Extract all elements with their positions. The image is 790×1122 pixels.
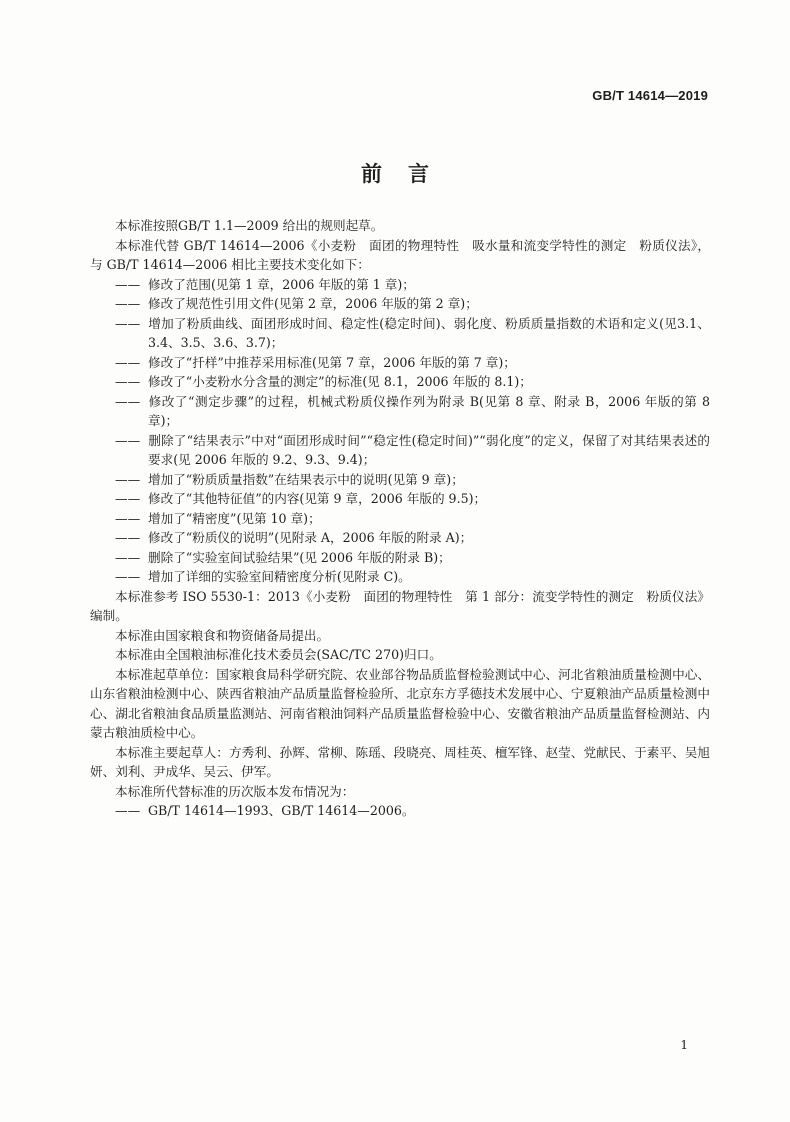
page-title: 前言 [361,161,455,186]
paragraph-drafters: 本标准主要起草人：方秀利、孙辉、常柳、陈瑶、段晓亮、周桂英、檀军锋、赵莹、党献民、于素平、吴旭妍、刘利、尹成华、吴云、伊军。 [90,744,710,779]
change-item [90,392,710,431]
change-text: 修改了范围(见第 1 章，2006 年版的第 1 章)； [148,276,415,292]
change-text: 修改了“小麦粉水分含量的测定”的标准(见 8.1，2006 年版的 8.1)； [148,374,532,389]
change-text: 修改了“其他特征值”的内容(见第 9 章，2006 年版的 9.5)； [148,491,487,506]
dash-marker: —— [115,803,141,818]
change-item [90,548,710,568]
dash-marker: —— [115,491,141,506]
change-text: 修改了“粉质仪的说明”(见附录 A，2006 年版的附录 A)； [148,530,473,545]
history-text: GB/T 14614—1993、GB/T 14614—2006。 [148,803,415,818]
change-item [90,431,710,470]
dash-marker: —— [115,276,141,292]
paragraph-drafting-units: 本标准起草单位：国家粮食局科学研究院、农业部谷物品质监督检验测试中心、河北省粮油质量检测中心、山东省粮油检测中心、陕西省粮油产品质量监督检验所、北京东方孚德技术发展中心、宁夏粮油产品质量检测中心、湖北省粮油食品质量监测站、河南省粮油饲料产品质量监督检验中心、安徽省粮油产品质量监督检测站、内蒙古粮油质检中心。 [90,666,710,740]
dash-marker: —— [115,549,141,565]
dash-marker: —— [115,315,141,331]
dash-marker: —— [115,530,141,545]
change-item [90,353,710,373]
change-item [90,275,710,295]
history-item [90,801,710,821]
dash-marker: —— [115,432,141,448]
change-item [90,372,710,392]
change-text: 删除了“实验室间试验结果”(见 2006 年版的附录 B)； [148,549,451,565]
change-item [90,509,710,529]
change-text: 增加了“粉质质量指数”在结果表示中的说明(见第 9 章)； [148,471,464,487]
standard-number: GB/T 14614—2019 [592,88,708,103]
paragraph-centralized-by: 本标准由全国粮油标准化技术委员会(SAC/TC 270)归口。 [115,647,442,662]
paragraph-proposed-by: 本标准由国家粮食和物资储备局提出。 [115,627,330,643]
dash-marker: —— [115,569,141,584]
dash-marker: —— [115,393,141,409]
change-item [90,314,710,353]
paragraph-reference-iso: 本标准参考 ISO 5530-1：2013《小麦粉 面团的物理特性 第 1 部分：流变学特性的测定 粉质仪法》编制。 [90,588,710,623]
change-text: 删除了“结果表示”中对“面团形成时间”“稳定性(稳定时间)”“弱化度”的定义，保留了对其结果表述的要求(见 2006 年版的 9.2、9.3、9.4)； [148,432,710,467]
change-text: 修改了“扦样”中推荐采用标准(见第 7 章，2006 年版的第 7 章)； [148,354,516,370]
change-item [90,528,710,548]
dash-marker: —— [115,374,141,389]
change-item [90,567,710,587]
change-item [90,294,710,314]
dash-marker: —— [115,510,141,526]
paragraph-history-intro: 本标准所代替标准的历次版本发布情况为： [115,783,355,799]
change-text: 增加了详细的实验室间精密度分析(见附录 C)。 [148,569,411,584]
dash-marker: —— [115,296,141,311]
paragraph-replaces: 本标准代替 GB/T 14614—2006《小麦粉 面团的物理特性 吸水量和流变学特性的测定 粉质仪法》，与 GB/T 14614—2006 相比主要技术变化如下： [90,237,710,272]
document-body [90,216,710,821]
dash-marker: —— [115,471,141,487]
change-text: 增加了粉质曲线、面团形成时间、稳定性(稳定时间)、弱化度、粉质质量指数的术语和定义(见3.1、3.4、3.5、3.6、3.7)； [148,315,710,350]
dash-marker: —— [115,354,141,370]
change-text: 修改了规范性引用文件(见第 2 章，2006 年版的第 2 章)； [148,296,478,311]
change-item [90,489,710,509]
change-item [90,470,710,490]
page-number: 1 [680,1038,688,1052]
change-text: 修改了“测定步骤”的过程，机械式粉质仪操作列为附录 B(见第 8 章、附录 B，2006 年版的第 8 章)； [148,393,710,428]
change-text: 增加了“精密度”(见第 10 章)； [148,510,321,526]
paragraph-drafting-rules: 本标准按照GB/T 1.1—2009 给出的规则起草。 [115,218,384,233]
